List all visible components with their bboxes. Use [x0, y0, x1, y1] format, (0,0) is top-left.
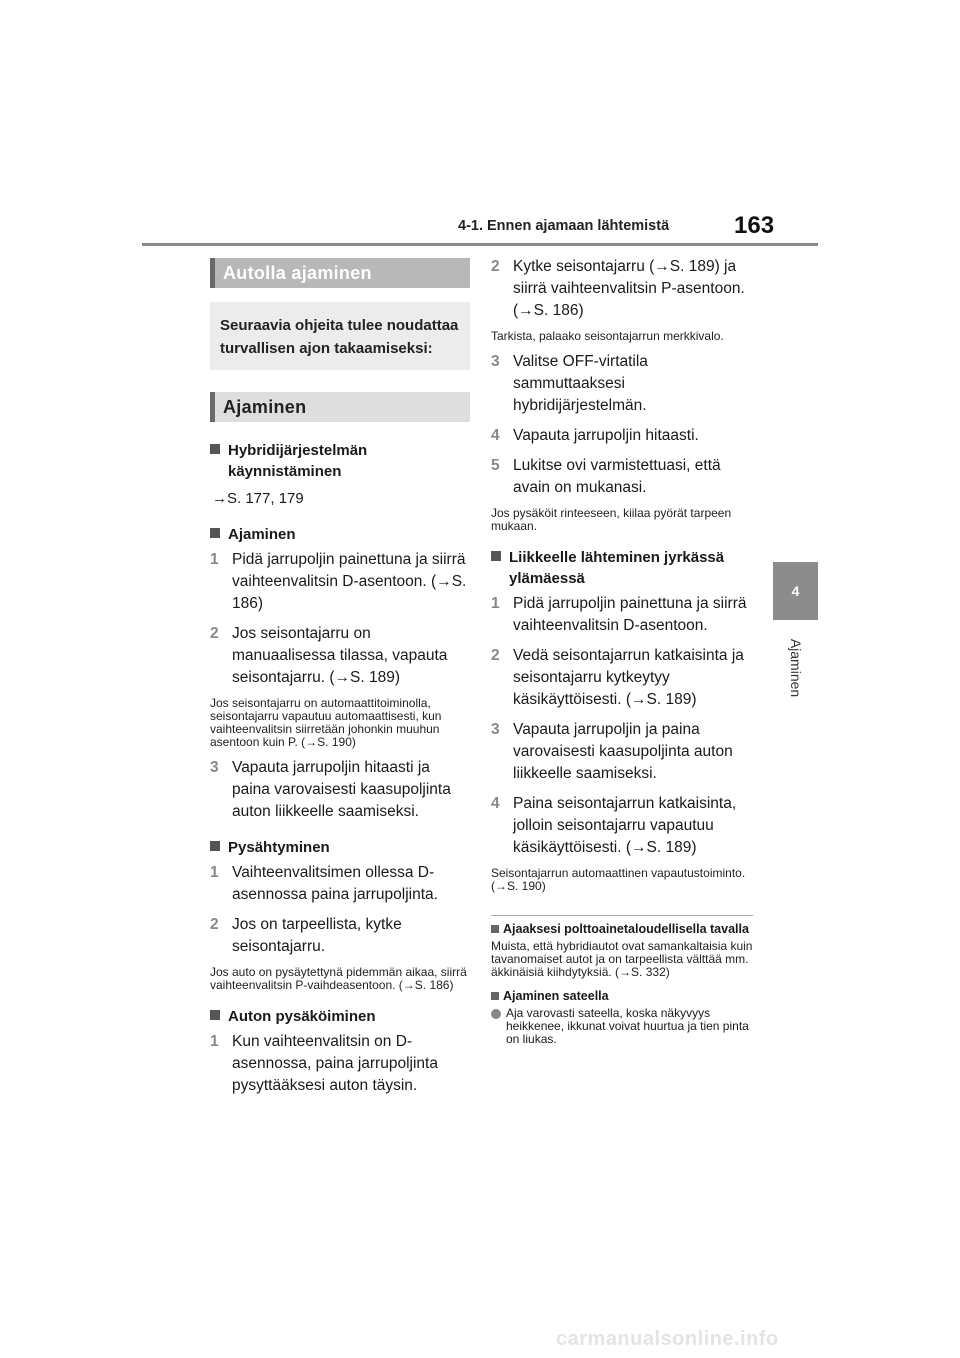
section-title: 4-1. Ennen ajamaan lähtemistä	[458, 218, 670, 234]
step-item: 2 Jos on tarpeellista, kytke seisontajarru.	[210, 916, 402, 955]
note-text: Jos seisontajarru on automaattitoiminolla, seisontajarru vapautuu automaattisesti, kun vaihteenvalitsin siirretään johonkin muuhun asentoon kuin P. (→S. 190)	[210, 696, 442, 749]
note-text: Tarkista, palaako seisontajarrun merkkivalo.	[491, 329, 724, 343]
step-item: 2 Jos seisontajarru on manuaalisessa tilassa, vapauta seisontajarru. (→S. 189)	[210, 625, 448, 686]
main-heading: Autolla ajaminen	[210, 258, 470, 288]
step-item: 5 Lukitse ovi varmistettuasi, että avain on mukanasi.	[491, 457, 721, 496]
chapter-tab: 4	[773, 562, 818, 620]
square-bullet-icon	[210, 1010, 220, 1020]
subheading: Ajaminen	[210, 392, 470, 422]
step-item: 4 Vapauta jarrupoljin hitaasti.	[491, 427, 699, 444]
square-bullet-icon	[491, 992, 499, 1000]
step-item: 3 Vapauta jarrupoljin hitaasti ja paina varovaisesti kaasupoljinta auton liikkeelle saamiseksi.	[210, 759, 451, 820]
square-bullet-icon	[210, 444, 220, 454]
section-heading: Ajaminen	[210, 524, 470, 545]
bullet-item: Aja varovasti sateella, koska näkyvyys heikkenee, ikkunat voivat huurtua ja tien pinta on liukas.	[491, 1007, 753, 1046]
section-heading: Liikkeelle lähteminen jyrkässä ylämäessä	[491, 547, 753, 589]
step-item: 3 Vapauta jarrupoljin ja paina varovaisesti kaasupoljinta auton liikkeelle saamiseksi.	[491, 721, 733, 782]
section-heading: Pysähtyminen	[210, 837, 470, 858]
page-reference: →S. 177, 179	[212, 490, 304, 507]
step-item: 2 Kytke seisontajarru (→S. 189) ja siirrä vaihteenvalitsin P-asentoon. (→S. 186)	[491, 258, 745, 319]
note-text: Jos auto on pysäytettynä pidemmän aikaa, siirrä vaihteenvalitsin P-vaihdeasentoon. (→S. 186)	[210, 965, 467, 992]
watermark: carmanualsonline.info	[556, 1328, 779, 1350]
info-divider	[491, 915, 753, 916]
square-bullet-icon	[491, 925, 499, 933]
info-heading: Ajaminen sateella	[491, 989, 753, 1003]
step-item: 3 Valitse OFF-virtatila sammuttaaksesi hybridijärjestelmän.	[491, 353, 648, 414]
intro-box: Seuraavia ohjeita tulee noudattaa turvallisen ajon takaamiseksi:	[210, 302, 470, 370]
step-item: 1 Pidä jarrupoljin painettuna ja siirrä vaihteenvalitsin D-asentoon.	[491, 595, 747, 634]
chapter-label: Ajaminen	[788, 638, 804, 698]
section-heading: Auton pysäköiminen	[210, 1006, 470, 1027]
square-bullet-icon	[491, 551, 501, 561]
page-number: 163	[734, 212, 775, 239]
step-item: 1 Vaihteenvalitsimen ollessa D-asennossa paina jarrupoljinta.	[210, 864, 438, 903]
section-heading: Hybridijärjestelmän käynnistäminen	[210, 440, 470, 482]
note-text: Jos pysäköit rinteeseen, kiilaa pyörät tarpeen mukaan.	[491, 506, 732, 533]
step-item: 1 Pidä jarrupoljin painettuna ja siirrä vaihteenvalitsin D-asentoon. (→S. 186)	[210, 551, 467, 612]
info-heading: Ajaaksesi polttoainetaloudellisella tavalla	[491, 922, 753, 936]
square-bullet-icon	[210, 841, 220, 851]
right-column	[491, 252, 753, 1050]
header-divider	[142, 243, 818, 246]
step-item: 4 Paina seisontajarrun katkaisinta, jolloin seisontajarru vapautuu käsikäyttöisesti. (→S. 189)	[491, 795, 737, 856]
note-text: Seisontajarrun automaattinen vapautustoiminto. (→S. 190)	[491, 866, 746, 893]
left-column	[210, 258, 470, 1105]
circle-bullet-icon	[491, 1009, 501, 1019]
step-item: 1 Kun vaihteenvalitsin on D-asennossa, paina jarrupoljinta pysyttääksesi auton täysin.	[210, 1033, 438, 1094]
square-bullet-icon	[210, 528, 220, 538]
step-item: 2 Vedä seisontajarrun katkaisinta ja seisontajarru kytkeytyy käsikäyttöisesti. (→S. 189)	[491, 647, 744, 708]
info-text: Muista, että hybridiautot ovat samankaltaisia kuin tavanomaiset autot ja on tarpeellista välttää mm. äkkinäisiä kiihdytyksiä. (→S. 332)	[491, 939, 753, 979]
